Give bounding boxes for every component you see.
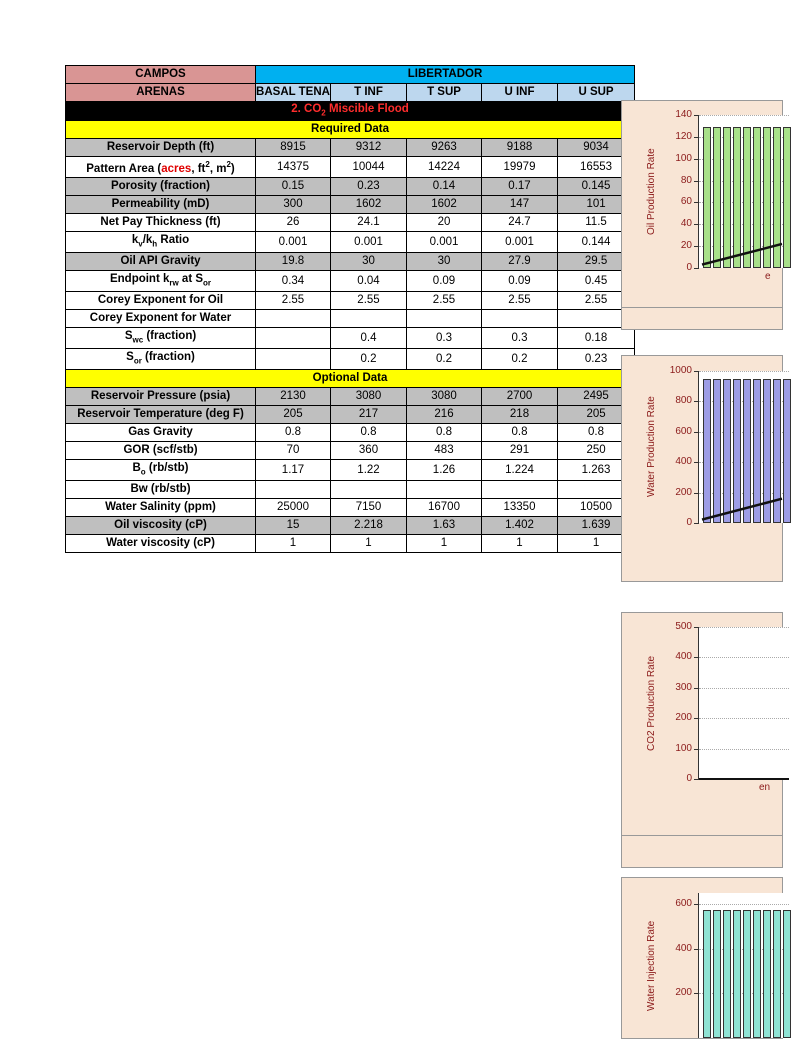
- table-cell: [256, 310, 331, 328]
- table-cell: 8915: [256, 139, 331, 157]
- y-tick-label: 100: [675, 152, 692, 164]
- chart-bar: [713, 910, 721, 1038]
- row-label: [66, 349, 256, 370]
- table-cell: 2.55: [558, 292, 635, 310]
- table-cell: 360: [331, 442, 407, 460]
- y-tick-label: 60: [680, 196, 692, 208]
- water-injection-chart: [621, 877, 783, 1039]
- table-row: [66, 535, 635, 553]
- y-tick-label: 200: [675, 486, 692, 498]
- table-cell: [256, 328, 331, 349]
- chart-bar: [743, 910, 751, 1038]
- row-label: Reservoir Depth (ft): [66, 139, 256, 157]
- gridline: [699, 688, 789, 689]
- table-cell: 1.63: [407, 517, 482, 535]
- table-cell: 30: [331, 253, 407, 271]
- label-part: acres: [161, 163, 192, 176]
- row-label: Reservoir Pressure (psia): [66, 388, 256, 406]
- y-tick-label: 80: [680, 174, 692, 186]
- label-part: /k: [142, 234, 153, 247]
- x-axis-label: en: [759, 782, 771, 793]
- table-cell: [331, 310, 407, 328]
- optional-data-header: Optional Data: [66, 370, 635, 388]
- table-cell: 0.3: [407, 328, 482, 349]
- table-cell: 2495: [558, 388, 635, 406]
- gridline: [699, 627, 789, 628]
- table-row: [66, 292, 635, 310]
- chart-bar: [783, 910, 791, 1038]
- table-cell: 1.26: [407, 460, 482, 481]
- optional-rows: [66, 388, 635, 553]
- arenas-label: ARENAS: [66, 84, 256, 102]
- label-part: (rb/stb): [145, 462, 189, 475]
- table-cell: [407, 310, 482, 328]
- table-cell: 1.639: [558, 517, 635, 535]
- table-row: [66, 349, 635, 370]
- table-cell: 291: [482, 442, 558, 460]
- table-cell: 14375: [256, 157, 331, 178]
- y-tick-label: 400: [675, 456, 692, 468]
- label-part: B: [132, 462, 141, 475]
- title-prefix: 2. CO: [291, 103, 322, 115]
- table-cell: 0.001: [407, 232, 482, 253]
- label-part: , m: [209, 163, 227, 176]
- table-cell: 1: [482, 535, 558, 553]
- y-tick-label: 600: [675, 425, 692, 437]
- table-cell: 0.8: [482, 424, 558, 442]
- label-part: k: [131, 234, 139, 247]
- row-label: Corey Exponent for Water: [66, 310, 256, 328]
- table-cell: 216: [407, 406, 482, 424]
- y-tick-label: 200: [675, 712, 692, 724]
- title-sub: 2: [321, 108, 326, 118]
- row-label: Gas Gravity: [66, 424, 256, 442]
- table-cell: 2.55: [331, 292, 407, 310]
- table-cell: 1.17: [256, 460, 331, 481]
- y-tick-label: 400: [675, 651, 692, 663]
- y-axis-label: CO2 Production Rate: [646, 655, 657, 751]
- table-row: [66, 517, 635, 535]
- table-cell: 0.001: [482, 232, 558, 253]
- reservoir-data-table: [65, 65, 635, 553]
- table-cell: 1.263: [558, 460, 635, 481]
- label-part: at S: [178, 273, 204, 286]
- table-row: [66, 253, 635, 271]
- row-label: [66, 157, 256, 178]
- table-row: [66, 310, 635, 328]
- label-part: wc: [132, 335, 144, 345]
- table-cell: 0.8: [331, 424, 407, 442]
- row-label: Porosity (fraction): [66, 178, 256, 196]
- table-cell: 0.4: [331, 328, 407, 349]
- optional-header-row: [66, 370, 635, 388]
- arenas-row: [66, 84, 635, 102]
- table-row: [66, 460, 635, 481]
- row-label: GOR (scf/stb): [66, 442, 256, 460]
- table-cell: [482, 481, 558, 499]
- table-cell: 0.09: [407, 271, 482, 292]
- label-part: v: [138, 239, 143, 249]
- table-row: [66, 424, 635, 442]
- table-row: [66, 178, 635, 196]
- panel-divider: [622, 307, 782, 308]
- table-cell: 1.402: [482, 517, 558, 535]
- cumulative-line: [702, 499, 782, 520]
- table-cell: [331, 481, 407, 499]
- y-tick-label: 300: [675, 681, 692, 693]
- table-cell: 11.5: [558, 214, 635, 232]
- chart-bar: [783, 127, 791, 268]
- y-tick-label: 40: [680, 218, 692, 230]
- table-cell: 2700: [482, 388, 558, 406]
- table-cell: 10044: [331, 157, 407, 178]
- label-part: 2: [226, 160, 231, 170]
- cumulative-line: [702, 244, 782, 265]
- label-part: (fraction): [141, 351, 195, 364]
- table-cell: 0.145: [558, 178, 635, 196]
- label-part: h: [152, 239, 158, 249]
- table-cell: 0.23: [331, 178, 407, 196]
- cumulative-line-layer: [622, 356, 782, 527]
- table-cell: 300: [256, 196, 331, 214]
- table-cell: 24.7: [482, 214, 558, 232]
- table-cell: 0.001: [331, 232, 407, 253]
- table-cell: 1602: [407, 196, 482, 214]
- table-cell: 0.17: [482, 178, 558, 196]
- table-cell: 7150: [331, 499, 407, 517]
- table-cell: [407, 481, 482, 499]
- row-label: Corey Exponent for Oil: [66, 292, 256, 310]
- label-part: rw: [169, 278, 179, 288]
- table-cell: 2.55: [407, 292, 482, 310]
- table-cell: 9188: [482, 139, 558, 157]
- table-cell: 70: [256, 442, 331, 460]
- section-title: [66, 102, 635, 121]
- cumulative-line-layer: [622, 101, 782, 272]
- y-axis-label: Water Production Rate: [646, 396, 657, 498]
- campos-value: LIBERTADOR: [256, 66, 635, 84]
- row-label: Oil viscosity (cP): [66, 517, 256, 535]
- table-row: [66, 139, 635, 157]
- row-label: [66, 328, 256, 349]
- y-tick-label: 400: [675, 942, 692, 954]
- table-cell: 13350: [482, 499, 558, 517]
- table-cell: 0.8: [407, 424, 482, 442]
- y-tick-label: 100: [675, 742, 692, 754]
- table-cell: 0.15: [256, 178, 331, 196]
- y-tick-label: 800: [675, 395, 692, 407]
- table-cell: 205: [558, 406, 635, 424]
- table-row: [66, 196, 635, 214]
- required-header-row: [66, 121, 635, 139]
- chart-bar: [733, 910, 741, 1038]
- table-cell: 9312: [331, 139, 407, 157]
- label-part: o: [140, 467, 146, 477]
- row-label: Permeability (mD): [66, 196, 256, 214]
- table-cell: 9263: [407, 139, 482, 157]
- table-row: [66, 328, 635, 349]
- table-row: [66, 406, 635, 424]
- table-cell: 1: [256, 535, 331, 553]
- table-cell: 2.218: [331, 517, 407, 535]
- table-cell: [256, 481, 331, 499]
- table-cell: 147: [482, 196, 558, 214]
- table-cell: 1: [558, 535, 635, 553]
- label-part: S: [126, 351, 134, 364]
- table-cell: 2.55: [482, 292, 558, 310]
- table-cell: 25000: [256, 499, 331, 517]
- label-part: Endpoint k: [109, 273, 170, 286]
- table-cell: 30: [407, 253, 482, 271]
- y-axis-label: Oil Production Rate: [646, 148, 657, 235]
- table-cell: 19.8: [256, 253, 331, 271]
- table-cell: 26: [256, 214, 331, 232]
- arena-basal-tena: BASAL TENA: [256, 84, 331, 102]
- gridline: [699, 718, 789, 719]
- arena-t-sup: T SUP: [407, 84, 482, 102]
- table-row: [66, 499, 635, 517]
- arena-u-sup: U SUP: [558, 84, 635, 102]
- y-tick-label: 140: [675, 109, 692, 120]
- table-cell: 16553: [558, 157, 635, 178]
- label-part: Ratio: [157, 234, 190, 247]
- table-cell: 16700: [407, 499, 482, 517]
- table-cell: 3080: [331, 388, 407, 406]
- table-cell: 205: [256, 406, 331, 424]
- label-part: Pattern Area (: [86, 163, 162, 176]
- table-cell: 14224: [407, 157, 482, 178]
- y-tick-label: 500: [675, 621, 692, 632]
- table-row: [66, 388, 635, 406]
- oil-production-chart: [621, 100, 783, 330]
- table-cell: 2.55: [256, 292, 331, 310]
- table-cell: 19979: [482, 157, 558, 178]
- required-data-header: Required Data: [66, 121, 635, 139]
- y-tick-label: 120: [675, 130, 692, 142]
- table-cell: 1: [407, 535, 482, 553]
- table-cell: 0.2: [482, 349, 558, 370]
- chart-bar: [773, 910, 781, 1038]
- table-cell: 0.45: [558, 271, 635, 292]
- arena-u-inf: U INF: [482, 84, 558, 102]
- table-cell: 0.144: [558, 232, 635, 253]
- table-cell: 0.04: [331, 271, 407, 292]
- label-part: 2: [205, 160, 210, 170]
- table-row: [66, 271, 635, 292]
- gridline: [699, 904, 789, 905]
- table-cell: 15: [256, 517, 331, 535]
- campos-label: CAMPOS: [66, 66, 256, 84]
- label-part: or: [203, 278, 212, 288]
- table-cell: 0.8: [558, 424, 635, 442]
- y-tick-label: 0: [686, 517, 692, 528]
- row-label: Reservoir Temperature (deg F): [66, 406, 256, 424]
- plot-area: [698, 627, 789, 779]
- row-label: Water Salinity (ppm): [66, 499, 256, 517]
- table-cell: 0.2: [407, 349, 482, 370]
- y-tick-label: 1000: [669, 365, 692, 376]
- row-label: Net Pay Thickness (ft): [66, 214, 256, 232]
- table-cell: 0.18: [558, 328, 635, 349]
- row-label: Bw (rb/stb): [66, 481, 256, 499]
- chart-bar: [783, 379, 791, 523]
- y-tick-label: 200: [675, 987, 692, 999]
- table-cell: 0.23: [558, 349, 635, 370]
- table-cell: 0.09: [482, 271, 558, 292]
- arena-t-inf: T INF: [331, 84, 407, 102]
- table-cell: 0.34: [256, 271, 331, 292]
- chart-bar: [753, 910, 761, 1038]
- campos-row: [66, 66, 635, 84]
- title-suffix: Miscible Flood: [325, 103, 409, 115]
- table-cell: 0.001: [256, 232, 331, 253]
- row-label: [66, 271, 256, 292]
- label-part: S: [124, 330, 133, 343]
- y-tick-label: 0: [686, 262, 692, 273]
- table-row: [66, 442, 635, 460]
- table-cell: 24.1: [331, 214, 407, 232]
- label-part: (fraction): [143, 330, 197, 343]
- table-cell: 101: [558, 196, 635, 214]
- table-cell: 2130: [256, 388, 331, 406]
- table-cell: 1.224: [482, 460, 558, 481]
- table-row: [66, 157, 635, 178]
- table-cell: 0.14: [407, 178, 482, 196]
- row-label: Water viscosity (cP): [66, 535, 256, 553]
- table-row: [66, 214, 635, 232]
- table-cell: 1.22: [331, 460, 407, 481]
- row-label: [66, 232, 256, 253]
- table-cell: 20: [407, 214, 482, 232]
- table-cell: 0.3: [482, 328, 558, 349]
- table-cell: 218: [482, 406, 558, 424]
- gridline: [699, 657, 789, 658]
- gridline: [699, 749, 789, 750]
- table-row: [66, 481, 635, 499]
- water-production-chart: [621, 355, 783, 582]
- table-cell: [482, 310, 558, 328]
- table-cell: 9034: [558, 139, 635, 157]
- table-cell: 10500: [558, 499, 635, 517]
- table-cell: 1: [331, 535, 407, 553]
- required-rows: [66, 139, 635, 370]
- table-cell: 29.5: [558, 253, 635, 271]
- panel-divider: [622, 581, 782, 582]
- table-cell: 3080: [407, 388, 482, 406]
- co2-production-chart: [621, 612, 783, 868]
- chart-bar: [723, 910, 731, 1038]
- chart-bar: [763, 910, 771, 1038]
- table-cell: 250: [558, 442, 635, 460]
- label-part: , ft: [191, 163, 206, 176]
- table-cell: 0.2: [331, 349, 407, 370]
- row-label: Oil API Gravity: [66, 253, 256, 271]
- row-label: [66, 460, 256, 481]
- y-tick-label: 600: [675, 898, 692, 910]
- chart-bar: [703, 910, 711, 1038]
- y-axis-label: Water Injection Rate: [646, 920, 657, 1011]
- y-tick-label: 20: [680, 240, 692, 252]
- table-cell: 27.9: [482, 253, 558, 271]
- table-cell: 217: [331, 406, 407, 424]
- y-tick-label: 0: [686, 773, 692, 784]
- table-cell: 0.8: [256, 424, 331, 442]
- title-row: [66, 102, 635, 121]
- table-row: [66, 232, 635, 253]
- x-axis-label: e: [765, 271, 771, 282]
- panel-divider: [622, 835, 782, 836]
- label-part: ): [230, 163, 235, 176]
- table-cell: 1602: [331, 196, 407, 214]
- table-cell: [256, 349, 331, 370]
- table-cell: 483: [407, 442, 482, 460]
- data-line: [699, 778, 789, 780]
- label-part: or: [133, 356, 142, 366]
